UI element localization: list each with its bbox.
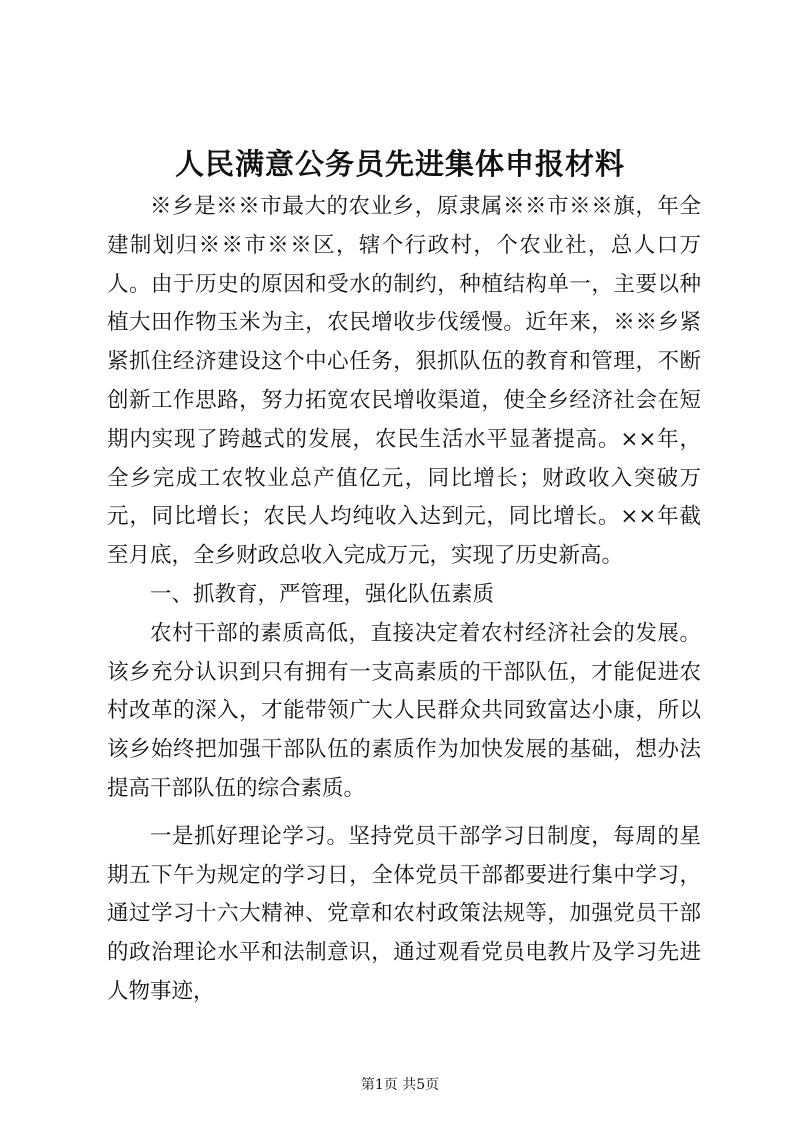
section-heading: 一、抓教育，严管理，强化队伍素质	[150, 581, 495, 607]
document-title: 人民满意公务员先进集体申报材料	[174, 147, 625, 181]
paragraph-intro: ※乡是※※市最大的农业乡，原隶属※※市※※旗，年全建制划归※※市※※区，辖个行政村，个农业社，总人口万人。由于历史的原因和受水的制约，种植结构单一，主要以种植大田作物玉米为主，农民增收步伐缓慢。近年来，※※乡紧紧抓住经济建设这个中心任务，狠抓队伍的教育和管理，不断创新工作思路，努力拓宽农民增收渠道，使全乡经济社会在短期内实现了跨越式的发展，农民生活水平显著提高。××年，全乡完成工农牧业总产值亿元，同比增长；财政收入突破万元，同比增长；农民人均纯收入达到元，同比增长。××年截至月底，全乡财政总收入完成万元，实现了历史新高。	[107, 194, 701, 569]
paragraph-theory-study: 一是抓好理论学习。坚持党员干部学习日制度，每周的星期五下午为规定的学习日，全体党员干部都要进行集中学习，通过学习十六大精神、党章和农村政策法规等，加强党员干部的政治理论水平和法制意识，通过观看党员电教片及学习先进人物事迹，	[107, 823, 701, 1004]
document-body	[107, 188, 701, 1012]
paragraph-quality: 农村干部的素质高低，直接决定着农村经济社会的发展。该乡充分认识到只有拥有一支高素质的干部队伍，才能促进农村改革的深入，才能带领广大人民群众共同致富达小康，所以该乡始终把加强干部队伍的素质作为加快发展的基础，想办法提高干部队伍的综合素质。	[107, 620, 701, 801]
page-footer: 第1页 共5页	[360, 1077, 440, 1093]
